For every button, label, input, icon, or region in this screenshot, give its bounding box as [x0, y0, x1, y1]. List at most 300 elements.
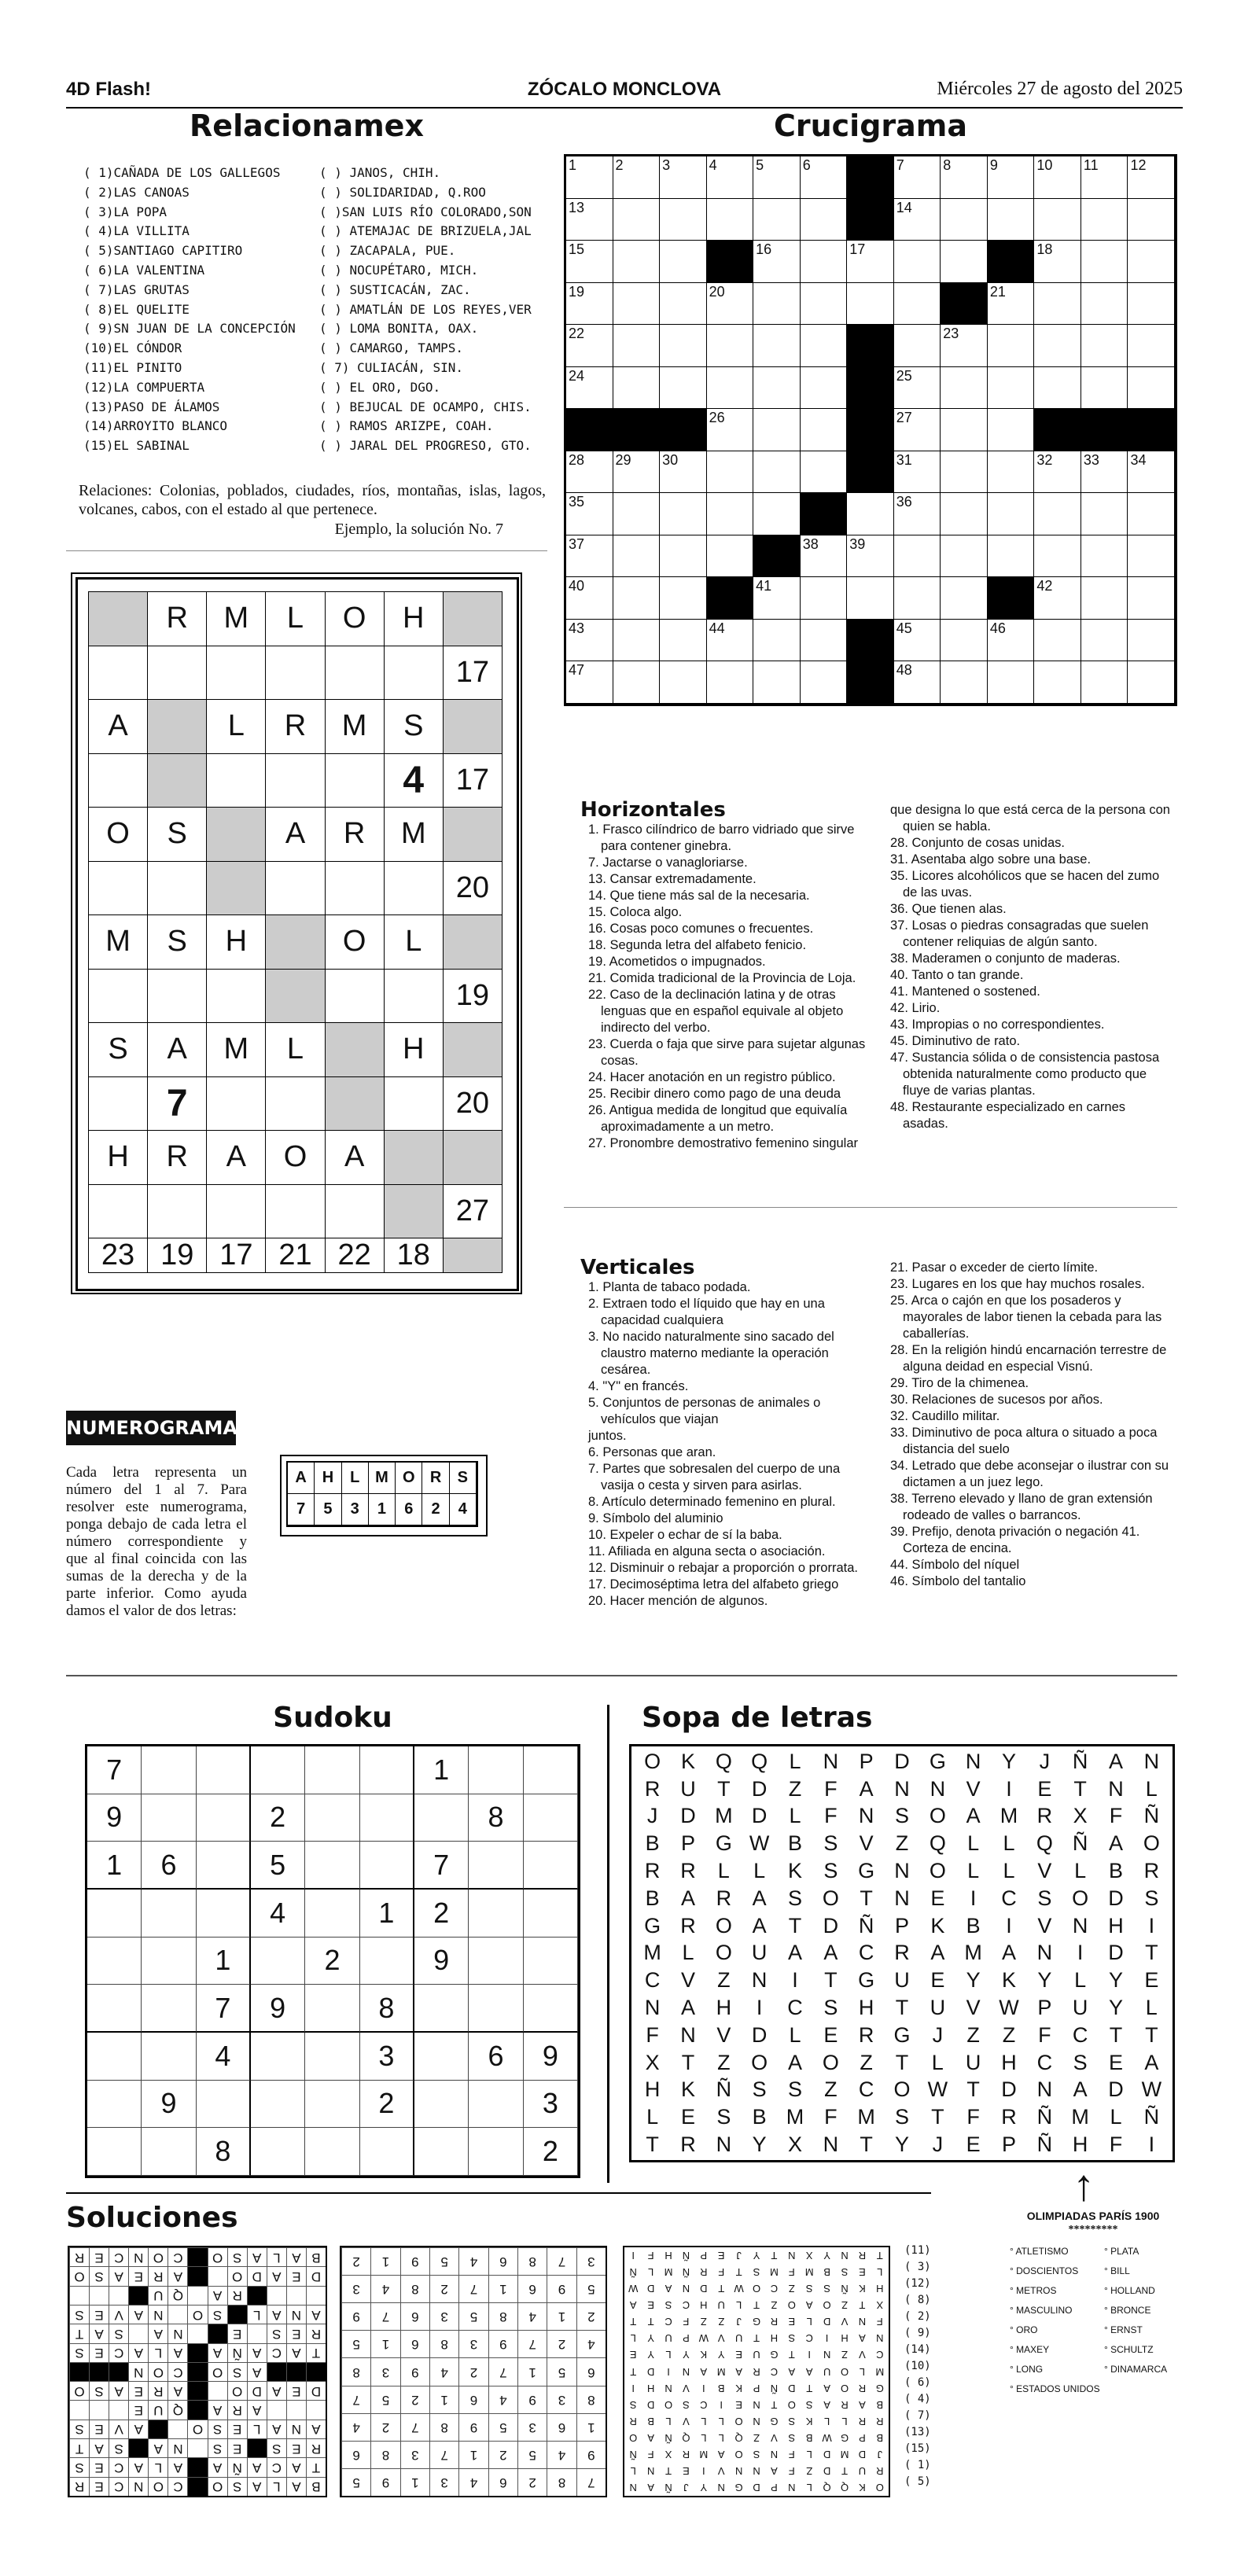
crossword-cell[interactable]	[707, 367, 754, 410]
sudoku-cell[interactable]	[469, 2081, 523, 2129]
sopa-letter[interactable]: L	[1003, 1859, 1015, 1883]
sopa-letter[interactable]: Y	[966, 1968, 981, 1993]
numerograma-cell[interactable]	[148, 1185, 207, 1239]
sopa-letter[interactable]: B	[645, 1831, 660, 1856]
crossword-cell[interactable]	[1081, 620, 1128, 662]
sudoku-cell[interactable]	[524, 1890, 578, 1938]
numerograma-cell[interactable]	[266, 646, 325, 701]
sopa-letter[interactable]: L	[789, 1749, 801, 1773]
sopa-letter[interactable]: I	[1148, 1913, 1155, 1938]
crossword-cell[interactable]	[660, 661, 707, 704]
crossword-cell[interactable]	[1081, 283, 1128, 326]
crossword-cell[interactable]	[801, 409, 848, 451]
crossword-cell[interactable]	[1034, 156, 1081, 199]
sopa-letter[interactable]: B	[752, 2105, 767, 2129]
sudoku-cell[interactable]	[251, 2081, 305, 2129]
sopa-grid[interactable]	[629, 1744, 1175, 2162]
sopa-letter[interactable]: A	[1073, 2077, 1088, 2102]
sopa-letter[interactable]: E	[930, 1968, 945, 1993]
sudoku-cell[interactable]	[469, 1890, 523, 1938]
sopa-letter[interactable]: G	[715, 1831, 732, 1856]
sopa-letter[interactable]: O	[1072, 1886, 1089, 1910]
relacionamex-state[interactable]: ( ) SUSTICACÁN, ZAC.	[319, 282, 471, 297]
sudoku-cell[interactable]	[251, 2128, 305, 2176]
crossword-cell[interactable]	[1128, 577, 1175, 620]
crossword-cell[interactable]	[941, 325, 988, 367]
sudoku-cell[interactable]	[305, 1890, 359, 1938]
crossword-cell[interactable]	[941, 661, 988, 704]
sopa-letter[interactable]: S	[823, 1831, 838, 1856]
sudoku-cell[interactable]	[142, 1746, 196, 1794]
sopa-letter[interactable]: F	[1038, 2022, 1051, 2047]
sopa-letter[interactable]: S	[823, 1859, 838, 1883]
sopa-letter[interactable]: Q	[715, 1749, 732, 1773]
sopa-letter[interactable]: Ñ	[858, 1913, 874, 1938]
sopa-letter[interactable]: A	[752, 1913, 767, 1938]
crossword-cell[interactable]	[753, 577, 801, 620]
crossword-cell[interactable]	[660, 620, 707, 662]
sopa-letter[interactable]: B	[966, 1913, 981, 1938]
crossword-cell[interactable]	[1081, 535, 1128, 578]
sopa-letter[interactable]: C	[858, 1941, 874, 1965]
sopa-letter[interactable]: D	[1108, 1941, 1124, 1965]
sopa-letter[interactable]: O	[929, 1804, 946, 1828]
sudoku-cell[interactable]	[469, 1938, 523, 1985]
crossword-cell[interactable]	[660, 283, 707, 326]
crossword-cell[interactable]	[988, 199, 1035, 241]
crossword-cell[interactable]	[894, 535, 941, 578]
sopa-letter[interactable]: A	[859, 1776, 874, 1801]
sopa-letter[interactable]: V	[966, 1776, 981, 1801]
sopa-letter[interactable]: A	[1144, 2050, 1159, 2074]
numerograma-cell[interactable]	[207, 1185, 266, 1239]
sopa-letter[interactable]: E	[823, 2022, 838, 2047]
crossword-cell[interactable]	[941, 199, 988, 241]
sopa-letter[interactable]: Y	[894, 2133, 909, 2157]
relacionamex-state[interactable]: ( ) ZACAPALA, PUE.	[319, 243, 456, 259]
crossword-cell[interactable]	[566, 367, 613, 410]
sopa-letter[interactable]: C	[858, 2077, 874, 2102]
sopa-letter[interactable]: V	[680, 1968, 695, 1993]
crossword-cell[interactable]	[660, 493, 707, 535]
crossword-cell[interactable]	[941, 367, 988, 410]
numerograma-cell[interactable]	[385, 1077, 444, 1132]
sudoku-cell[interactable]	[469, 1842, 523, 1890]
crossword-cell[interactable]	[1128, 283, 1175, 326]
sudoku-cell[interactable]	[142, 1794, 196, 1842]
crossword-cell[interactable]	[988, 620, 1035, 662]
sudoku-cell[interactable]	[87, 1985, 142, 2033]
numerograma-cell[interactable]	[89, 970, 148, 1024]
sopa-letter[interactable]: A	[1001, 1941, 1016, 1965]
sopa-letter[interactable]: M	[643, 1941, 661, 1965]
relacionamex-state[interactable]: ( ) ATEMAJAC DE BRIZUELA,JAL	[319, 223, 532, 239]
sudoku-cell[interactable]	[87, 2033, 142, 2081]
crossword-cell[interactable]	[894, 283, 941, 326]
sopa-letter[interactable]: M	[964, 1941, 982, 1965]
sopa-letter[interactable]: N	[680, 2022, 696, 2047]
sopa-letter[interactable]: R	[644, 1859, 661, 1883]
sopa-letter[interactable]: R	[1001, 2105, 1017, 2129]
crossword-cell[interactable]	[613, 199, 661, 241]
crossword-cell[interactable]	[566, 620, 613, 662]
sopa-letter[interactable]: A	[823, 1941, 838, 1965]
sudoku-cell[interactable]	[142, 1938, 196, 1985]
sopa-letter[interactable]: V	[1037, 1859, 1052, 1883]
sopa-letter[interactable]: T	[966, 2077, 980, 2102]
sopa-letter[interactable]: A	[787, 2050, 802, 2074]
sopa-letter[interactable]: S	[1037, 1886, 1052, 1910]
sopa-letter[interactable]: N	[894, 1886, 910, 1910]
sopa-letter[interactable]: G	[893, 2022, 911, 2047]
sudoku-cell[interactable]	[305, 1794, 359, 1842]
crossword-cell[interactable]	[707, 409, 754, 451]
sopa-letter[interactable]: Y	[1001, 1749, 1016, 1773]
sopa-letter[interactable]: U	[965, 2050, 981, 2074]
sopa-letter[interactable]: E	[1144, 1968, 1159, 1993]
numerograma-cell[interactable]	[207, 1077, 266, 1132]
sopa-letter[interactable]: I	[1006, 1776, 1012, 1801]
crossword-cell[interactable]	[1081, 241, 1128, 283]
sopa-letter[interactable]: S	[787, 1886, 802, 1910]
sopa-letter[interactable]: Q	[929, 1831, 946, 1856]
sudoku-cell[interactable]	[360, 1794, 414, 1842]
sopa-letter[interactable]: L	[967, 1859, 980, 1883]
sopa-letter[interactable]: Z	[1002, 2022, 1016, 2047]
sopa-letter[interactable]: D	[751, 1776, 768, 1801]
sopa-letter[interactable]: J	[932, 2133, 944, 2157]
crossword-cell[interactable]	[566, 577, 613, 620]
sopa-letter[interactable]: U	[894, 1968, 910, 1993]
crossword-cell[interactable]	[894, 661, 941, 704]
crossword-cell[interactable]	[707, 661, 754, 704]
crossword-cell[interactable]	[613, 620, 661, 662]
crossword-cell[interactable]	[753, 241, 801, 283]
sudoku-cell[interactable]	[360, 1842, 414, 1890]
numerograma-cell[interactable]	[207, 970, 266, 1024]
sopa-letter[interactable]: D	[751, 1804, 768, 1828]
crossword-cell[interactable]	[894, 199, 941, 241]
sopa-letter[interactable]: I	[1148, 2133, 1155, 2157]
sopa-letter[interactable]: Ñ	[716, 2077, 732, 2102]
numerograma-cell[interactable]	[266, 754, 325, 808]
sopa-letter[interactable]: Z	[717, 1968, 731, 1993]
sopa-letter[interactable]: X	[1073, 1804, 1088, 1828]
sopa-letter[interactable]: R	[894, 1941, 910, 1965]
sopa-letter[interactable]: P	[859, 1749, 874, 1773]
sudoku-cell[interactable]	[360, 1746, 414, 1794]
crossword-cell[interactable]	[941, 156, 988, 199]
numerograma-cell[interactable]	[148, 646, 207, 701]
sopa-letter[interactable]: V	[716, 2022, 731, 2047]
sopa-letter[interactable]: N	[1036, 1941, 1053, 1965]
sopa-letter[interactable]: V	[859, 1831, 874, 1856]
sopa-letter[interactable]: N	[644, 1996, 661, 2020]
crossword-cell[interactable]	[847, 283, 894, 326]
crossword-cell[interactable]	[1128, 493, 1175, 535]
sopa-letter[interactable]: O	[715, 1913, 732, 1938]
relacionamex-state[interactable]: ( ) AMATLÁN DE LOS REYES,VER	[319, 301, 532, 317]
sopa-letter[interactable]: N	[1143, 1749, 1160, 1773]
crossword-cell[interactable]	[941, 577, 988, 620]
sudoku-cell[interactable]	[305, 1842, 359, 1890]
sopa-letter[interactable]: F	[824, 1776, 838, 1801]
sopa-letter[interactable]: R	[716, 1886, 732, 1910]
sudoku-cell[interactable]	[305, 1746, 359, 1794]
crossword-cell[interactable]	[660, 156, 707, 199]
crossword-cell[interactable]	[1081, 577, 1128, 620]
sopa-letter[interactable]: F	[824, 1804, 838, 1828]
sopa-letter[interactable]: A	[787, 1941, 802, 1965]
sudoku-cell[interactable]	[87, 2081, 142, 2129]
crossword-cell[interactable]	[1034, 661, 1081, 704]
sudoku-cell[interactable]	[142, 2033, 196, 2081]
sopa-letter[interactable]: J	[932, 2022, 944, 2047]
sopa-letter[interactable]: K	[1001, 1968, 1016, 1993]
sopa-letter[interactable]: R	[680, 1859, 696, 1883]
sopa-letter[interactable]: D	[1108, 1886, 1124, 1910]
crossword-cell[interactable]	[988, 661, 1035, 704]
crossword-cell[interactable]	[566, 156, 613, 199]
sopa-letter[interactable]: G	[929, 1749, 946, 1773]
sudoku-cell[interactable]	[142, 1985, 196, 2033]
crossword-cell[interactable]	[707, 620, 754, 662]
crossword-cell[interactable]	[613, 241, 661, 283]
crossword-cell[interactable]	[753, 283, 801, 326]
crossword-cell[interactable]	[566, 325, 613, 367]
sopa-letter[interactable]: M	[857, 2105, 875, 2129]
sudoku-cell[interactable]	[524, 1985, 578, 2033]
sopa-letter[interactable]: M	[1000, 1804, 1018, 1828]
crossword-cell[interactable]	[566, 199, 613, 241]
sopa-letter[interactable]: T	[931, 2105, 944, 2129]
crossword-cell[interactable]	[801, 661, 848, 704]
sopa-letter[interactable]: N	[1036, 2077, 1053, 2102]
sopa-letter[interactable]: B	[787, 1831, 802, 1856]
relacionamex-state[interactable]: ( )SAN LUIS RÍO COLORADO,SON	[319, 204, 532, 219]
sopa-letter[interactable]: F	[824, 2105, 838, 2129]
crossword-cell[interactable]	[753, 199, 801, 241]
sopa-letter[interactable]: T	[788, 1913, 802, 1938]
sopa-letter[interactable]: I	[792, 1968, 798, 1993]
sopa-letter[interactable]: A	[1108, 1831, 1123, 1856]
sopa-letter[interactable]: P	[680, 1831, 695, 1856]
crossword-cell[interactable]	[660, 367, 707, 410]
crossword-cell[interactable]	[847, 241, 894, 283]
sopa-letter[interactable]: A	[966, 1804, 981, 1828]
sudoku-cell[interactable]	[360, 2128, 414, 2176]
crossword-cell[interactable]	[894, 325, 941, 367]
crossword-cell[interactable]	[613, 283, 661, 326]
crossword-cell[interactable]	[1034, 283, 1081, 326]
sopa-letter[interactable]: L	[753, 1859, 766, 1883]
sopa-letter[interactable]: D	[894, 1749, 910, 1773]
crossword-cell[interactable]	[1081, 451, 1128, 494]
sopa-letter[interactable]: X	[645, 2050, 660, 2074]
crossword-cell[interactable]	[1128, 367, 1175, 410]
numerograma-cell[interactable]	[326, 1185, 385, 1239]
sopa-letter[interactable]: B	[645, 1886, 660, 1910]
sopa-letter[interactable]: R	[680, 2133, 696, 2157]
sudoku-cell[interactable]	[87, 1890, 142, 1938]
sopa-letter[interactable]: A	[752, 1886, 767, 1910]
crossword-cell[interactable]	[941, 241, 988, 283]
crossword-cell[interactable]	[847, 493, 894, 535]
sopa-letter[interactable]: L	[1003, 1831, 1015, 1856]
numerograma-cell[interactable]	[326, 754, 385, 808]
sudoku-cell[interactable]	[414, 1794, 469, 1842]
sopa-letter[interactable]: S	[894, 2105, 909, 2129]
sudoku-cell[interactable]	[305, 1985, 359, 2033]
crossword-cell[interactable]	[801, 535, 848, 578]
crossword-cell[interactable]	[707, 199, 754, 241]
sopa-letter[interactable]: J	[646, 1804, 658, 1828]
sopa-letter[interactable]: N	[894, 1776, 910, 1801]
crossword-cell[interactable]	[566, 283, 613, 326]
relacionamex-state[interactable]: ( 7) CULIACÁN, SIN.	[319, 360, 464, 375]
numerograma-cell[interactable]	[266, 1077, 325, 1132]
sudoku-cell[interactable]	[414, 2033, 469, 2081]
numerograma-cell[interactable]	[89, 862, 148, 916]
crossword-cell[interactable]	[753, 325, 801, 367]
crossword-cell[interactable]	[566, 661, 613, 704]
sopa-letter[interactable]: C	[787, 1996, 803, 2020]
sopa-letter[interactable]: Q	[751, 1749, 768, 1773]
sopa-letter[interactable]: N	[823, 2133, 839, 2157]
sopa-letter[interactable]: G	[858, 1859, 875, 1883]
sudoku-cell[interactable]	[197, 1890, 251, 1938]
crossword-cell[interactable]	[660, 535, 707, 578]
crossword-cell[interactable]	[1128, 535, 1175, 578]
crossword-cell[interactable]	[1034, 577, 1081, 620]
numerograma-cell[interactable]	[266, 1185, 325, 1239]
crossword-cell[interactable]	[707, 493, 754, 535]
sudoku-cell[interactable]	[197, 2081, 251, 2129]
sopa-letter[interactable]: K	[930, 1913, 945, 1938]
crossword-cell[interactable]	[988, 325, 1035, 367]
crossword-cell[interactable]	[941, 620, 988, 662]
crossword-cell[interactable]	[660, 451, 707, 494]
crossword-cell[interactable]	[1081, 156, 1128, 199]
crossword-cell[interactable]	[613, 577, 661, 620]
sopa-letter[interactable]: E	[680, 2105, 695, 2129]
sopa-letter[interactable]: C	[1036, 2050, 1053, 2074]
sopa-letter[interactable]: D	[680, 1804, 696, 1828]
sopa-letter[interactable]: N	[1072, 1913, 1088, 1938]
sopa-letter[interactable]: Ñ	[1072, 1831, 1088, 1856]
sopa-letter[interactable]: S	[787, 2077, 802, 2102]
sopa-letter[interactable]: T	[1073, 1776, 1087, 1801]
crossword-cell[interactable]	[613, 535, 661, 578]
sopa-letter[interactable]: L	[646, 2105, 659, 2129]
crossword-cell[interactable]	[988, 283, 1035, 326]
crossword-cell[interactable]	[1034, 241, 1081, 283]
crossword-cell[interactable]	[707, 156, 754, 199]
sopa-letter[interactable]: Y	[752, 2133, 767, 2157]
crossword-cell[interactable]	[1034, 325, 1081, 367]
sopa-letter[interactable]: H	[858, 1996, 874, 2020]
numerograma-cell[interactable]	[89, 646, 148, 701]
numerograma-cell[interactable]	[385, 862, 444, 916]
sopa-letter[interactable]: D	[751, 2022, 768, 2047]
sopa-letter[interactable]: N	[751, 1968, 768, 1993]
crossword-cell[interactable]	[707, 535, 754, 578]
numerograma-cell[interactable]	[326, 970, 385, 1024]
crossword-cell[interactable]	[1128, 451, 1175, 494]
sopa-letter[interactable]: X	[787, 2133, 802, 2157]
sudoku-cell[interactable]	[305, 2033, 359, 2081]
crossword-cell[interactable]	[1081, 661, 1128, 704]
crossword-cell[interactable]	[894, 241, 941, 283]
crossword-cell[interactable]	[613, 493, 661, 535]
sudoku-cell[interactable]	[524, 1746, 578, 1794]
sudoku-cell[interactable]	[197, 1842, 251, 1890]
sopa-letter[interactable]: L	[931, 2050, 944, 2074]
crossword-cell[interactable]	[1034, 620, 1081, 662]
crossword-cell[interactable]	[1128, 620, 1175, 662]
numerograma-cell[interactable]	[326, 862, 385, 916]
sopa-letter[interactable]: F	[1109, 2133, 1123, 2157]
sopa-letter[interactable]: O	[929, 1859, 946, 1883]
sopa-letter[interactable]: E	[1037, 1776, 1052, 1801]
sopa-letter[interactable]: S	[1144, 1886, 1159, 1910]
crossword-cell[interactable]	[566, 493, 613, 535]
numerograma-cell[interactable]	[207, 754, 266, 808]
sopa-letter[interactable]: N	[965, 1749, 981, 1773]
sudoku-cell[interactable]	[414, 2081, 469, 2129]
sopa-letter[interactable]: S	[1073, 2050, 1088, 2074]
sopa-letter[interactable]: D	[823, 1913, 839, 1938]
sopa-letter[interactable]: D	[1001, 2077, 1017, 2102]
sopa-letter[interactable]: S	[894, 1804, 909, 1828]
crossword-cell[interactable]	[941, 451, 988, 494]
crossword-cell[interactable]	[988, 367, 1035, 410]
sopa-letter[interactable]: H	[1108, 1913, 1124, 1938]
sopa-letter[interactable]: L	[682, 1941, 694, 1965]
sopa-letter[interactable]: K	[680, 2077, 695, 2102]
sopa-letter[interactable]: T	[824, 1968, 838, 1993]
crossword-cell[interactable]	[1034, 493, 1081, 535]
crossword-cell[interactable]	[566, 241, 613, 283]
sudoku-cell[interactable]	[360, 1938, 414, 1985]
sopa-letter[interactable]: Z	[788, 1776, 802, 1801]
sopa-letter[interactable]: T	[895, 1996, 909, 2020]
sopa-letter[interactable]: Z	[895, 1831, 909, 1856]
numerograma-cell[interactable]	[89, 754, 148, 808]
crossword-cell[interactable]	[707, 283, 754, 326]
relacionamex-state[interactable]: ( ) LOMA BONITA, OAX.	[319, 321, 479, 337]
crossword-cell[interactable]	[801, 156, 848, 199]
sopa-letter[interactable]: A	[1108, 1749, 1123, 1773]
sopa-letter[interactable]: T	[646, 2133, 659, 2157]
sopa-letter[interactable]: Q	[1036, 1831, 1053, 1856]
crossword-cell[interactable]	[753, 661, 801, 704]
sopa-letter[interactable]: C	[644, 1968, 661, 1993]
sopa-letter[interactable]: R	[1036, 1804, 1053, 1828]
sopa-letter[interactable]: N	[894, 1859, 910, 1883]
crossword-cell[interactable]	[988, 409, 1035, 451]
numerograma-cell[interactable]	[266, 862, 325, 916]
sudoku-cell[interactable]	[469, 2128, 523, 2176]
numerograma-cell[interactable]	[148, 970, 207, 1024]
sudoku-cell[interactable]	[251, 2033, 305, 2081]
crossword-cell[interactable]	[801, 577, 848, 620]
sopa-letter[interactable]: R	[644, 1776, 661, 1801]
sopa-letter[interactable]: K	[680, 1749, 695, 1773]
crossword-cell[interactable]	[988, 156, 1035, 199]
crossword-cell[interactable]	[941, 409, 988, 451]
crossword-cell[interactable]	[1034, 535, 1081, 578]
